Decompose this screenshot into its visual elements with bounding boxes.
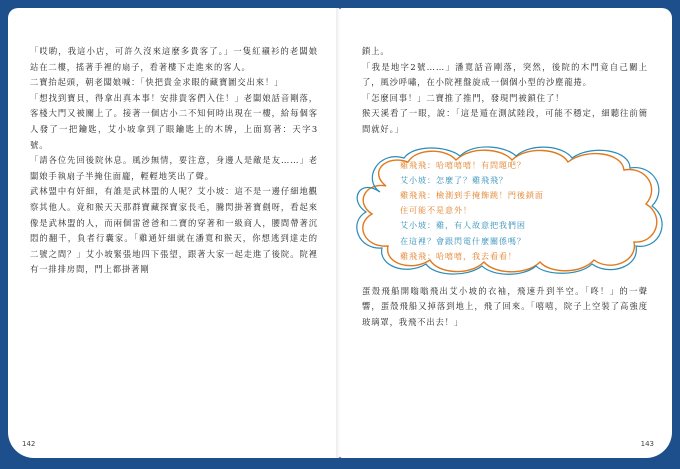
dialogue-cloud (346, 146, 676, 276)
cloud-dialogue-line: 在這裡？會跟閃電什麼關係嗎？ (400, 235, 526, 246)
paragraph: 「想找到寶貝，得拿出真本事！安排貴客們入住！」老闆娘話音剛落，客棧大門又被關上了。接著一個店小二不知何時出現在一樓，給每個客人發了一把鑰匙，艾小坡拿到了眼鑰匙上的木牌，上面寫著：天字3號。 (30, 92, 318, 150)
left-page-body (30, 44, 318, 278)
page-number: 143 (640, 440, 654, 448)
left-page (8, 8, 340, 458)
paragraph: 武林盟中有奸細，有誰是武林盟的人呢？艾小坡：這不是一邊仔細地觀察其他人。竟和猴天天那群寶藏探寶家長毛，騰閃掛著寶劍呀，看起來像是武林盟的人，而兩個雷爸爸和二寶的穿著和一級商人，腰間帶著沉悶的翻千，負者行囊家。「雞通奸細就在潘寬和猴天，你想逃到達走的二號之間？」艾小坡緊張地四下張望，跟著大家一起走進了後院。院裡有一排排房間，門上都掛著剛 (30, 186, 318, 275)
paragraph: 「請各位先回後院休息。風沙無情，要注意，身邊人是敵是友……」老闆娘手執扇子半掩住面龐，輕輕地笑出了聲。 (30, 155, 318, 181)
cloud-dialogue-text (400, 158, 615, 264)
right-page (340, 8, 672, 458)
cloud-dialogue-line: 雞飛飛：哈嘻嘻，我去看看！ (400, 250, 517, 261)
page-number: 142 (22, 440, 36, 448)
paragraph: 「我是地字2號……」潘寬話音剛落，突然，後院的木門竟自己關上了，風沙呼嘯，在小院裡盤旋成一個個小型的沙塵龍捲。 (362, 61, 648, 88)
cloud-dialogue-line: 艾小坡：雞，有人故意把我們困 (400, 220, 526, 231)
cloud-dialogue-line: 住可能不是意外！ (400, 205, 472, 216)
right-page-body-top (362, 44, 648, 138)
paragraph: 蛋殼飛船開嗡嗡飛出艾小坡的衣袖，飛速升到半空。「咚！」的一聲響，蛋殼飛船又掉落到地上，飛了回來。「嘻嘻，院子上空裝了高強度玻璃罩，我飛不出去！」 (362, 285, 648, 327)
paragraph: 猴天溪看了一眼，說：「這是遁在測試陸段，可能不穩定，細聽往前簡間就好。」 (362, 108, 648, 134)
right-page-body-bottom (362, 284, 648, 331)
paragraph: 鎖上。 (362, 46, 390, 56)
paragraph: 二寶抬起頭，朝老闆娘喊：「快把貴金求眼的藏寶圖交出來！」 (30, 77, 284, 88)
paragraph: 「怎麼回事！」二寶推了推門，發現門被鎖住了！ (362, 92, 565, 103)
paragraph: 「哎喲，我這小店，可許久沒來這麼多貴客了。」一隻紅襯衫的老闆娘站在二樓，搖著手裡的扇子，看著樓下走進來的客人。 (30, 46, 318, 72)
cloud-dialogue-line: 雞飛飛：檢測到手掩飾跳！門後鎖面 (400, 189, 544, 200)
cloud-dialogue-line: 雞飛飛：哈嘻嘻嘻！有問題吧？ (400, 159, 526, 170)
cloud-dialogue-line: 艾小坡：怎麼了？雞飛飛？ (400, 174, 508, 185)
